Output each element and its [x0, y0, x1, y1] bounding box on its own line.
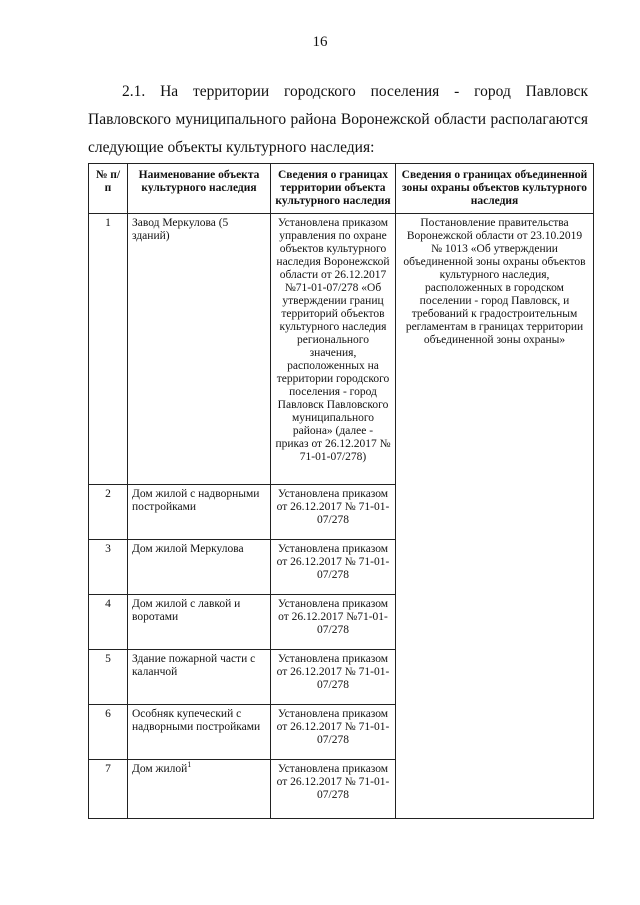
territory-bounds: Установлена приказом управления по охране объектов культурного наследия Воронежской области от 26.12.2017 №71-01-07/278 «Об утверждении границ территорий объектов культурного наследия регионального значения, расположенных на территории городского поселения - город Павловск Павловского муниципального района» (далее - приказ от 26.12.2017 № 71-01-07/278): [271, 214, 396, 485]
territory-bounds: Установлена приказом от 26.12.2017 № 71-01-07/278: [271, 540, 396, 595]
territory-bounds: Установлена приказом от 26.12.2017 №71-01-07/278: [271, 595, 396, 650]
object-name-text: Дом жилой: [132, 763, 188, 775]
header-territory-bounds: Сведения о границах территории объекта культурного наследия: [271, 164, 396, 214]
row-number: 2: [89, 485, 128, 540]
territory-bounds: Установлена приказом от 26.12.2017 № 71-01-07/278: [271, 760, 396, 819]
object-name: Дом жилой с надворными постройками: [128, 485, 271, 540]
table-row: [89, 214, 594, 485]
row-number: 1: [89, 214, 128, 485]
header-object-name: Наименование объекта культурного наследия: [128, 164, 271, 214]
row-number: 4: [89, 595, 128, 650]
territory-bounds: Установлена приказом от 26.12.2017 № 71-01-07/278: [271, 485, 396, 540]
territory-bounds: Установлена приказом от 26.12.2017 № 71-01-07/278: [271, 650, 396, 705]
object-name: Особняк купеческий с надворными постройками: [128, 705, 271, 760]
object-name: [128, 760, 271, 819]
row-number: 7: [89, 760, 128, 819]
header-protection-zone: Сведения о границах объединенной зоны охраны объектов культурного наследия: [396, 164, 594, 214]
page-number: 16: [312, 34, 328, 50]
territory-bounds: Установлена приказом от 26.12.2017 № 71-01-07/278: [271, 705, 396, 760]
object-name: Завод Меркулова (5 зданий): [128, 214, 271, 485]
table-header-row: [89, 164, 594, 214]
header-number: № п/п: [89, 164, 128, 214]
intro-text: 2.1. На территории городского поселения - город Павловск Павловского муниципального района Воронежской области располагаются следующие объекты культурного наследия:: [88, 82, 588, 156]
intro-paragraph: [88, 78, 588, 162]
object-name: Дом жилой Меркулова: [128, 540, 271, 595]
row-number: 5: [89, 650, 128, 705]
object-name: Дом жилой с лавкой и воротами: [128, 595, 271, 650]
object-name: Здание пожарной части с каланчой: [128, 650, 271, 705]
row-number: 3: [89, 540, 128, 595]
heritage-objects-table: [88, 163, 594, 819]
protection-zone-info: Постановление правительства Воронежской области от 23.10.2019 № 1013 «Об утверждении объединенной зоны охраны объектов культурного наследия, расположенных в городском поселении - город Павловск, и требований к градостроительным регламентам в границах территории объединенной зоны охраны»: [396, 214, 594, 819]
row-number: 6: [89, 705, 128, 760]
footnote-marker: 1: [187, 760, 192, 770]
